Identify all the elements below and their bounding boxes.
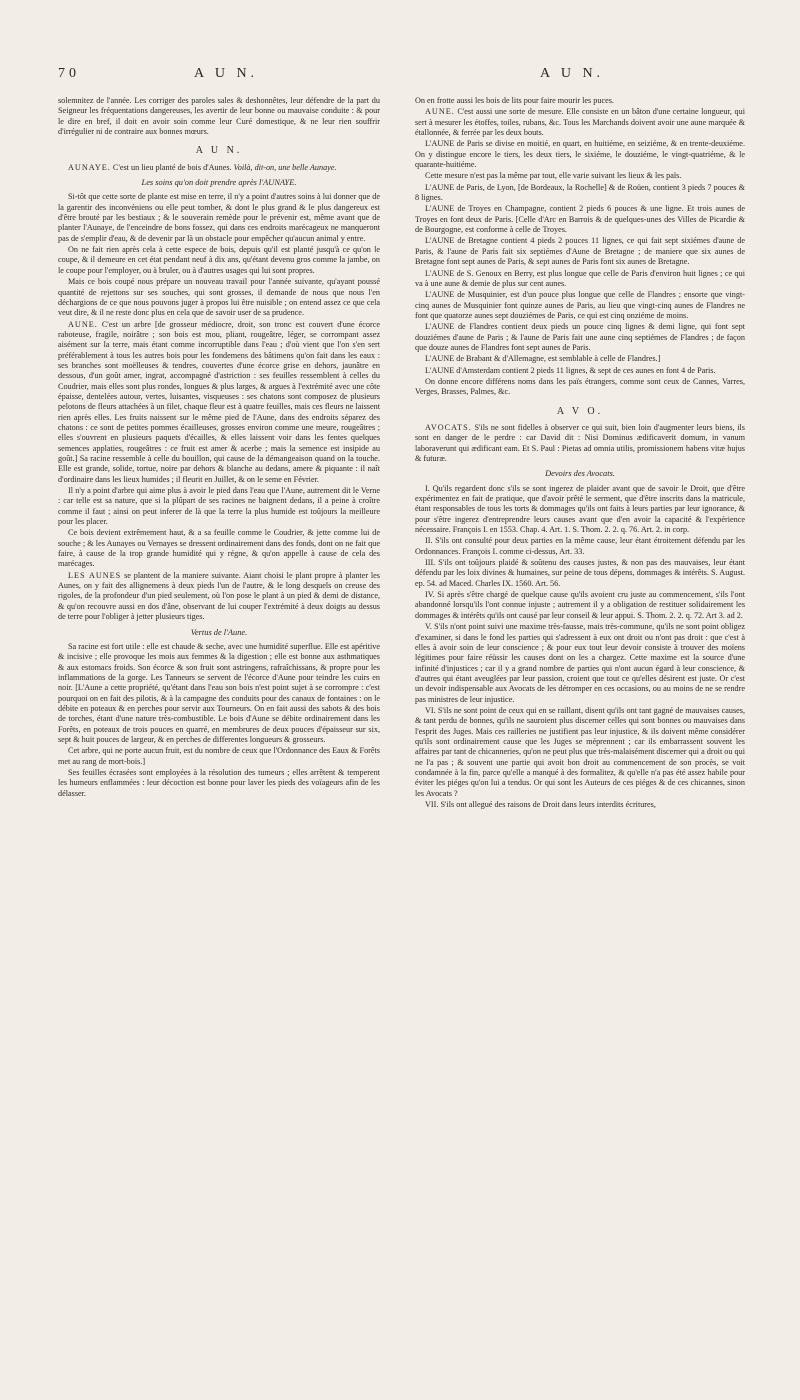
running-header-left: A U N.: [194, 66, 259, 81]
paragraph: L'AUNE d'Amsterdam contient 2 pieds 11 lignes, & sept de ces aunes en font 4 de Paris.: [425, 365, 716, 375]
entry-term: AVOCATS.: [425, 422, 472, 432]
page-number: 70: [58, 66, 80, 81]
paragraph: II. S'ils ont consulté pour deux parties en la même cause, leur étant étroitement défendu par les Ordonnances. François I. comme ci-dessus, Art. 33.: [415, 536, 745, 556]
entry-aunaye: [58, 163, 380, 173]
paragraph: VII. S'ils ont allegué des raisons de Droit dans leurs interdits écritures,: [425, 800, 656, 809]
entry-text: se plantent de la maniere suivante. Aiant choisi le plant propre à planter les Aunes, on y fait des allignemens à deux pieds l'un de l'autre, & le long desquels on creuse des rigoles, de la profondeur d'un pied seulement, où l'on pose le plant à un pied & demi de distance, & qu'on recouvre aussi en dos d'âne, observant de lui couper l'extrémité à deux doigts au dessus de terre pour l'obliger à jetter plusieurs tiges.: [58, 570, 380, 622]
paragraph: Il n'y a point d'arbre qui aime plus à avoir le pied dans l'eau que l'Aune, autrement dit le Verne : car telle est sa nature, que si la plûpart de ses racines ne baignent dedans, il a peine à croître comme il faut ; ainsi on peut inferer de là que la terre la plus humide est toûjours la meilleure pour les placer.: [58, 486, 380, 527]
paragraph: Mais ce bois coupé nous prépare un nouveau travail pour l'année suivante, qu'ayant poussé quantité de rejettons sur ses souches, qui sont grosses, il demande de nous que nous l'en déchargions de ce que nous pouvons juger à propos lui être nuisible ; on entend assez ce que cela veut dire, & il ne reste donc plus en cela que de savoir user de sa prudence.: [58, 277, 380, 318]
entry-aune: [58, 320, 380, 486]
paragraph: solemnitez de l'année. Les corriger des paroles sales & deshonnêtes, leur défendre de la part du Seigneur les fréquentations dangereuses, les avertir de leur bonne ou mauvaise conduite : & pour le dire en bref, il doit en avoir soin comme leur Curé domestique, & ne leur rien souffrir d'irrégulier ni de contraire aux bonnes mœurs.: [58, 96, 380, 137]
running-header-right: A U N.: [540, 66, 605, 81]
paragraph: IV. Si après s'être chargé de quelque cause qu'ils avoient cru juste au commencement, s'ils l'ont abandonné lorsqu'ils l'ont connue injuste ; autrement il y a obligation de restituer solidairement les dommages & intérêts qu'ils ont causé par leur conseil & leur appui. S. Thom. 2. 2. q. 72. Art 3. ad 2.: [415, 590, 745, 620]
subheading: Les soins qu'on doit prendre après l'AUNAYE.: [141, 178, 297, 188]
paragraph: L'AUNE de Paris se divise en moitié, en quart, en huitiéme, en seiziéme, & en trente-deuxiéme. On y distingue encore le tiers, les deux tiers, le sixiéme, le douziéme, le vingt-quatriéme, & le quarante-huitiéme.: [415, 139, 745, 170]
entry-avocats: [415, 423, 745, 464]
entry-text: S'ils ne sont fidelles à observer ce qui suit, bien loin d'augmenter leurs biens, ils sont en danger de le perdre : car David dit : Nisi Dominus ædificaverit domum, in vanum laboraverunt qui ædificant eam. Et S. Paul : Pietas ad omnia utilis, promissionem habens vitæ hujus & futuræ.: [415, 422, 745, 463]
entry-text: C'est aussi une sorte de mesure. Elle consiste en un bâton d'une certaine longueur, qui sert à mesurer les étoffes, toiles, rubans, &c. Tous les Marchands doivent avoir une aune marquée & étallonnée, & ferrée par les deux bouts.: [415, 107, 745, 138]
section-heading: A U N.: [195, 145, 243, 157]
paragraph: On en frotte aussi les bois de lits pour faire mourir les puces.: [415, 96, 614, 105]
paragraph: III. S'ils ont toûjours plaidé & soûtenu des causes justes, & non pas des mauvaises, leur étant défendu par les loix divines & humaines, sur peine de tous dépens, dommages & intérêts. S. August. ep. 54. ad Maced. Charles IX. 1560. Art. 56.: [415, 558, 745, 588]
paragraph: On ne fait rien après cela à cette espece de bois, depuis qu'il est planté jusqu'à ce qu'on le coupe, & il demeure en cet état pendant neuf à dix ans, qu'étant devenu gros comme la jambe, on le coupe pour l'employer, ou à bruler, ou à d'autres usages qui lui sont propres.: [58, 245, 380, 275]
right-column: [415, 96, 745, 811]
paragraph: L'AUNE de Brabant & d'Allemagne, est semblable à celle de Flandres.]: [425, 354, 661, 364]
entry-term: AUNE.: [68, 319, 98, 329]
paragraph: L'AUNE de Musquinier, est d'un pouce plus longue que celle de Flandres ; ensorte que vingt-cinq aunes de Musquinier font quinze aunes de Paris, au lieu que vingt-cinq aunes de Flandres ne font que quatorze aunes sept douziémes de Paris, ce qui est cinq onziéme de moins.: [415, 290, 745, 320]
paragraph: On donne encore différens noms dans les païs étrangers, comme sont ceux de Cannes, Varres, Verges, Brasses, Palmes, &c.: [415, 376, 745, 397]
entry-term: AUNAYE.: [68, 162, 111, 172]
left-column: [58, 96, 380, 800]
entry-italic: Voilà, dit-on, une belle Aunaye.: [233, 162, 337, 172]
entry-text: C'est un lieu planté de bois d'Aunes.: [110, 162, 234, 172]
subheading: Vertus de l'Aune.: [190, 627, 248, 637]
entry-aune-measure: [415, 107, 745, 138]
entry-aunes: [58, 571, 380, 623]
paragraph: L'AUNE de Troyes en Champagne, contient 2 pieds 6 pouces & une ligne. Et trois aunes de Troyes en font deux de Paris. [Celle d'Arc en Barrois & de quelques-unes des Villes de Picardie & de Bourgogne, est conforme à celle de Troyes.: [415, 204, 745, 235]
subheading: Devoirs des Avocats.: [545, 469, 615, 479]
paragraph: V. S'ils n'ont point suivi une maxime très-fausse, mais très-commune, qu'ils ne sont point obligez d'examiner, si dans le fond les parties qui s'adressent à eux ont droit ou n'ont pas droit : que c'est à elles à avoir soin de leur conscience ; & pour eux tout leur devoir consiste à trouver des moïens légitimes pour faire réüssir les causes dont on les a chargez. Cette maxime est la source d'une infinité d'injustices ; car il y a grand nombre de parties qui n'ont aucun égard à leur conscience, & d'autres qui étant aveuglées par leur passion, croient que tout ce qu'elles désirent est juste. Or c'est un devoir indispensable aux Avocats de les détromper en ces occasions, ou au moins de ne se rendre pas ministres de leur injustice.: [415, 622, 745, 704]
paragraph: Si-tôt que cette sorte de plante est mise en terre, il n'y a point d'autres soins à lui donner que de la garentir des inconvéniens ou elle peut tomber, & dont le plus grand & le plus dangereux est d'être brouté par les bestiaux ; & le souverain remède pour le prévenir est, même avant que de planter l'Aunaye, de l'enceindre de bons fossez, qui dans ces endroits marécageux ne manqueront pas de s'emplir d'eau, & de devenir par là un obstacle pour empêcher qu'aucun animal y entre.: [58, 192, 380, 243]
paragraph: L'AUNE de S. Genoux en Berry, est plus longue que celle de Paris d'environ huit lignes ; ce qui va à une aune & demie de plus sur cent aunes.: [415, 268, 745, 288]
paragraph: Ce bois devient extrêmement haut, & a sa feuille comme le Coudrier, & jette comme lui de souche ; & les Aunayes ou Vernayes se dressent ordinairement dans des fonds, dont on ne fait que faire, à cause de la trop grande humidité qui y régne, & qu'on appelle à cause de cela des marécages.: [58, 528, 380, 569]
paragraph: I. Qu'ils regardent donc s'ils se sont ingerez de plaider avant que de savoir le Droit, que d'être expérimentez en fait de pratique, que d'avoir prêté le serment, que d'être inscrits dans la matricule, étant responsables de tous les torts & dommages qu'ils ont faits à leurs parties par leur ignorance, & pour s'être ingerez d'entreprendre leurs causes avant que d'en avoir la capacité & l'expérience nécessaire. François I. en 1553. Chap. 4. Art. 1. S. Thom. 2. 2. q. 76. Art. 2. in corp.: [415, 483, 745, 535]
paragraph: L'AUNE de Flandres contient deux pieds un pouce cinq lignes & demi ligne, qui font sept douziémes d'aune de Paris ; & l'aune de Paris fait une aune cinq septiémes de Flandres ; de façon que douze aunes de Flandres font sept aunes de Paris.: [415, 322, 745, 352]
entry-term: LES AUNES: [68, 570, 122, 580]
paragraph: Cet arbre, qui ne porte aucun fruit, est du nombre de ceux que l'Ordonnance des Eaux & Forêts met au rang de mort-bois.]: [58, 746, 380, 766]
entry-text: C'est un arbre [de grosseur médiocre, droit, son tronc est couvert d'une écorce raboteuse, fragile, noirâtre ; son bois est mou, pliant, rougeâtre, léger, se corrompant assez aisément sur la terre, mais étant comme incorruptible dans l'eau ; d'où vient que l'on s'en sert préférablement à tous les autres bois pour les fondemens des bâtimens qu'on fait dans les eaux : ses branches sont moëlleuses & tendres, couvertes d'une écorce grise en dehors, jaunâtre en dessous, d'un goût amer, ingrat, accompagné d'astriction : ses feuilles ressemblent à celles du Coudrier, mais elles sont plus rondes, longues & plus larges, & argues à l'extrémité avec une côte épaisse, dentelées autour, vertes, luisantes, visqueuses : ses chatons sont composez de plusieurs pelotons de fleurs attachées à un filet, chaque fleur est à quatre feuilles, mais ces fleurs ne laissent rien après elles. Les fruits naissent sur le même pied de l'Aune, dans des endroits séparez des chatons : ce sont de petites pommes écailleuses, grosses environ comme une meure, rougeâtres ; elles s'ouvrent en plusieurs paquets d'écailles, & elles laissent voir dans les fentes quelques semences applaties, rougeâtres : ce fruit est amer & acerbe ; mais la semence est insipide au goût.] Sa racine ressemble à celle du bouillon, qui cause de la démangeaison quand on la touche. Elle est grande, solide, tortue, noire par dehors & blanche au dedans, amere & piquante : il naît d'ordinaire dans les lieux humides ; il fleurit en Juillet, & on le seme en Février.: [58, 319, 380, 484]
paragraph: Ses feuilles écrasées sont employées à la résolution des tumeurs ; elles arrêtent & temperent les humeurs enflammées : leur décoction est bonne pour laver les pieds des voïageurs afin de les délasser.: [58, 767, 380, 798]
entry-term: AUNE.: [425, 107, 455, 117]
section-heading: A V O.: [556, 405, 604, 417]
paragraph: L'AUNE de Bretagne contient 4 pieds 2 pouces 11 lignes, ce qui fait sept sixiémes d'aune de Paris, & l'aune de Paris fait six septiémes d'Aune de Bretagne ; de maniere que six aunes de Bretagne font sept aunes de Paris, & sept aunes de Paris font six aunes de Bretagne.: [415, 236, 745, 267]
paragraph: Cette mesure n'est pas la même par tout, elle varie suivant les lieux & les païs.: [425, 171, 682, 181]
paragraph: Sa racine est fort utile : elle est chaude & seche, avec une humidité superflue. Elle est apéritive & incisive ; elle provoque les mois aux femmes & la digestion ; elle est bonne aux asthmatiques & aux estomacs froids. Son écorce & son fruit sont astringens, rafraîchissans, & propre pour les inflammations de la gorge. Les Tanneurs se servent de l'écorce d'Aune pour teindre les cuirs en noir. [L'Aune a cette propriété, qu'étant dans l'eau son bois n'est point sujet à se corrompre : c'est pourquoi on en fait des pilotis, & à la campagne des conduits pour des canaux de fontaines : on le débite en poteaux & en perches pour servir aux Tourneurs. On en fait aussi des sabots & des bois de torches, étant d'une nature très-combustible. Le bois d'Aune se débite ordinairement dans les Forêts, en poteaux de trois pouces en quarré, en membrures de deux pouces d'épaisseur sur six, sept & huit pouces de largeur, & en perches de differentes longueurs & grosseurs.: [58, 641, 380, 744]
paragraph: L'AUNE de Paris, de Lyon, [de Bordeaux, la Rochelle] & de Roüen, contient 3 pieds 7 pouces & 8 lignes.: [415, 182, 745, 203]
paragraph: VI. S'ils ne sont point de ceux qui en se raillant, disent qu'ils ont tant gagné de mauvaises causes, & tant perdu de bonnes, qu'ils ne sauroient plus discerner celles qui sont bonnes ou mauvaises dans l'esprit des Juges. Mais ces railleries ne justifient pas leur injustice, & ils doivent même considérer qu'ils sont ordinairement cause que les Juges se méprennent ; car ils embarrassent souvent les affaires par tant de chicanneries, qu'on ne peut plus que très-malaisément discerner qui a droit ou qui ne l'a pas ; & souvent une partie qui avoit bon droit au commencement de son procès, se voit condamnée à la fin, parce qu'elle a manqué à des formalitez, & qu'elle n'a pas été assez habile pour éviter les piéges qu'on lui a tendus. Or qui sont les Auteurs de ces piéges & de ces chicannes, sinon les Avocats ?: [415, 705, 745, 798]
